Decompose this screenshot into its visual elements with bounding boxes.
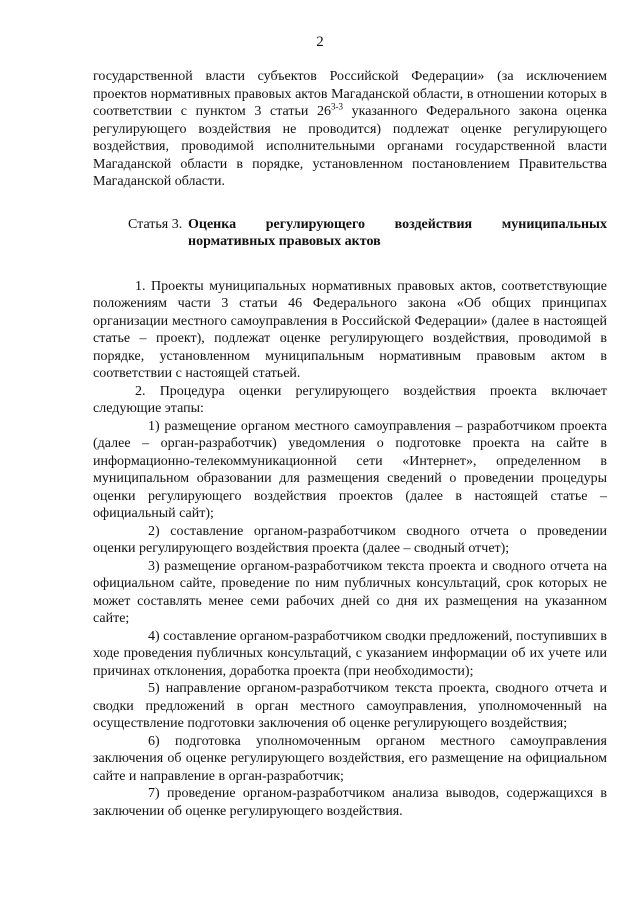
article-title: Оценка регулирующего воздействия муниципальных нормативных правовых актов	[188, 216, 607, 249]
stage-item-1: 1) размещение органом местного самоуправления – разработчиком проекта (далее – орган-разработчик) уведомления о подготовке проекта на сайте в информационно-телекоммуникационной сети «Интернет», определенном в муниципальном образовании для размещения сведений о проведении процедуры оценки регулирующего воздействия проектов (далее в настоящей статье – официальный сайт);	[93, 418, 607, 521]
stage-item-4: 4) составление органом-разработчиком сводки предложений, поступивших в ходе проведения публичных консультаций, с указанием информации об их учете или причинах отклонения, доработка проекта (при необходимости);	[93, 628, 607, 679]
page-number: 2	[316, 34, 324, 50]
stage-item-6: 6) подготовка уполномоченным органом местного самоуправления заключения об оценке регулирующего воздействия, его размещение на официальном сайте и направление в орган-разработчик;	[93, 733, 607, 784]
paragraph-1: 1. Проекты муниципальных нормативных правовых актов, соответствующие положениям части 3 статьи 46 Федерального закона «Об общих принципах организации местного самоуправления в Российской Федерации» (далее в настоящей статье – проект), подлежат оценке регулирующего воздействия, проводимой в порядке, установленном муниципальным нормативным правовым актом в соответствии с настоящей статьей.	[93, 278, 607, 381]
intro-text-end: указанного Федерального закона оценка регулирующего воздействия не проводится) подлежат оценке регулирующего воздействия, проводимой исполнительными органами государственной власти Магаданской области в порядке, установленном постановлением Правительства Магаданской области.	[93, 104, 607, 189]
article-heading	[93, 216, 607, 251]
article-superscript: 3-3	[330, 101, 343, 112]
stage-item-5: 5) направление органом-разработчиком текста проекта, сводного отчета и сводки предложений в орган местного самоуправления, уполномоченный на осуществление подготовки заключения об оценке регулирующего воздействия;	[93, 681, 607, 731]
document-body	[93, 68, 607, 820]
article-label: Статья 3.	[128, 216, 183, 232]
intro-text-start: государственной власти субъектов Российской Федерации» (за исключением проектов нормативных правовых актов Магаданской области, в отношении которых в соответствии с пунктом 3 статьи 26	[93, 69, 607, 119]
intro-paragraph	[93, 68, 607, 191]
stage-item-2: 2) составление органом-разработчиком сводного отчета о проведении оценки регулирующего воздействия проекта (далее – сводный отчет);	[93, 523, 607, 556]
paragraph-2: 2. Процедура оценки регулирующего воздействия проекта включает следующие этапы:	[93, 383, 607, 416]
stage-item-7: 7) проведение органом-разработчиком анализа выводов, содержащихся в заключении об оценке регулирующего воздействия.	[93, 786, 607, 819]
stage-item-3: 3) размещение органом-разработчиком текста проекта и сводного отчета на официальном сайте, проведение по ним публичных консультаций, срок которых не может составлять менее семи рабочих дней со дня их размещения на указанном сайте;	[93, 558, 607, 626]
